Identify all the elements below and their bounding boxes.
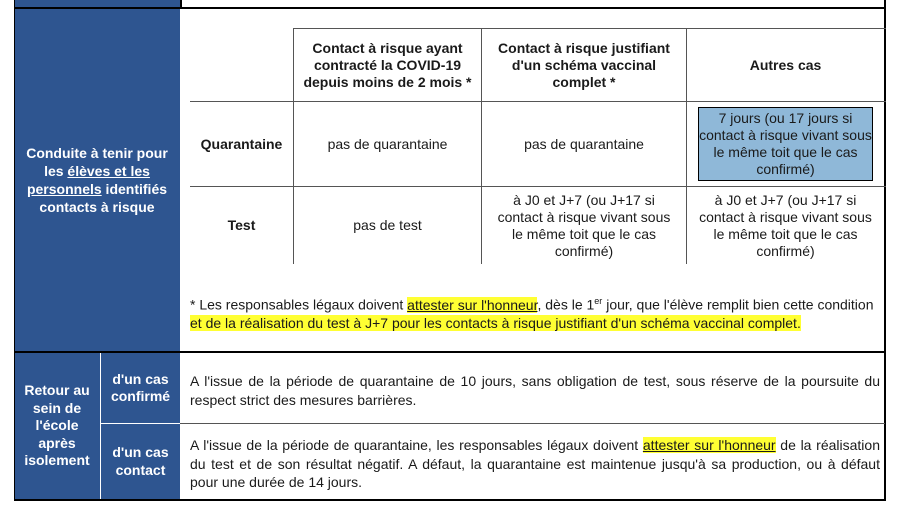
header-other-cases: Autres cas xyxy=(749,56,822,73)
confirmed-label-cell xyxy=(101,353,180,423)
border-row-sep xyxy=(14,351,886,353)
return-label-cell xyxy=(14,353,100,499)
row-label-quarantine: Quarantaine xyxy=(200,135,283,152)
return-label: Retour au sein de l'école après isolement xyxy=(24,382,90,469)
contact-label-cell xyxy=(101,424,180,499)
attest-honour-link-2: attester sur l'honneur xyxy=(642,437,776,453)
inner-h-top xyxy=(294,28,886,29)
cell-quarantine-recovered: pas de quarantaine xyxy=(327,135,448,152)
attest-honour-link: attester sur l'honneur xyxy=(407,296,538,313)
cell-quarantine-vaccinated: pas de quarantaine xyxy=(524,135,644,152)
cell-test-recovered: pas de test xyxy=(353,217,422,233)
footnote: * Les responsables légaux doivent attester sur l'honneur, dès le 1er jour, que l'élève remplit bien cette condition et de la réalisation du test à J+7 pour les contacts à risque justifiant d'un schéma vaccinal complet. xyxy=(190,296,874,331)
selected-text-other[interactable]: 7 jours (ou 17 jours si contact à risque vivant sous le même toit que le cas confirmé) xyxy=(698,107,873,181)
border-left xyxy=(14,0,15,501)
cell-quarantine-other[interactable] xyxy=(687,102,884,186)
footnote-highlight: et de la réalisation du test à J+7 pour les contacts à risque justifiant d'un schéma vaccinal complet. xyxy=(190,314,801,331)
border-row1-top xyxy=(14,7,886,9)
row-label-test: Test xyxy=(227,217,256,233)
border-label-sep xyxy=(100,353,101,499)
cell-test-other: à J0 et J+7 (ou J+17 si contact à risque vivant sous le même toit que le cas confirmé) xyxy=(699,191,872,259)
border-label-sep-2 xyxy=(101,423,180,424)
conduct-label: Conduite à tenir pour les élèves et les personnels identifiés contacts à risque xyxy=(26,145,168,215)
border-right xyxy=(884,7,886,501)
border-bottom xyxy=(14,499,886,501)
confirmed-label: d'un cas confirmé xyxy=(110,370,171,404)
confirmed-case-text: A l'issue de la période de quarantaine de 10 jours, sans obligation de test, sous réserve de la poursuite du respect strict des mesures barrières. xyxy=(190,373,880,408)
cell-test-vaccinated: à J0 et J+7 (ou J+17 si contact à risque vivant sous le même toit que le cas confirmé) xyxy=(497,191,671,259)
border-mid-bottom xyxy=(180,423,885,424)
header-covid-recovered: Contact à risque ayant contracté la COVID-19 depuis moins de 2 mois * xyxy=(303,39,472,90)
conduct-label-cell xyxy=(14,9,180,351)
header-vaccinated: Contact à risque justifiant d'un schéma vaccinal complet * xyxy=(498,39,670,90)
contact-case-text: A l'issue de la période de quarantaine, les responsables légaux doivent attester sur l'honneur de la réalisation du test et de son résultat négatif. A défaut, la quarantaine est maintenue jusqu'à sa production, ou à défaut pour une durée de 14 jours. xyxy=(190,437,880,490)
contact-label: d'un cas contact xyxy=(112,444,169,478)
staff-link: personnels xyxy=(26,181,102,197)
students-link: élèves et les xyxy=(67,163,150,179)
